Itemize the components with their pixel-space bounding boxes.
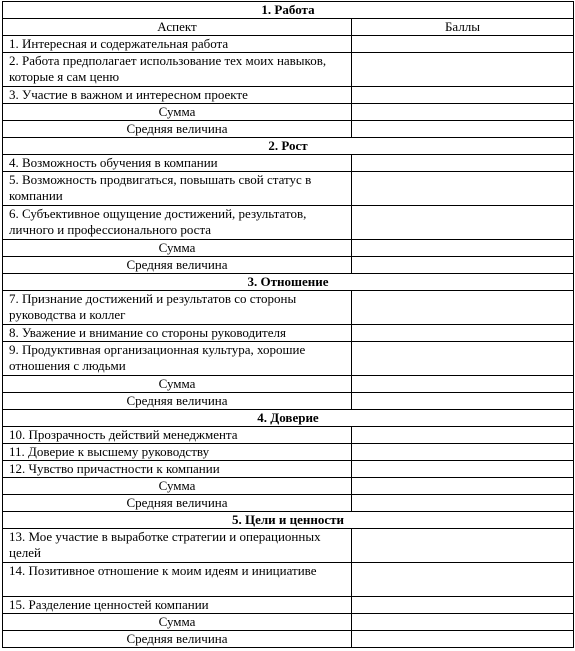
section-header-row [3, 2, 574, 19]
score-cell[interactable] [352, 53, 574, 87]
score-cell[interactable] [352, 87, 574, 104]
average-label: Средняя величина [3, 495, 352, 512]
average-label: Средняя величина [3, 121, 352, 138]
sum-row [3, 478, 574, 495]
aspect-cell: 12. Чувство причастности к компании [3, 461, 352, 478]
sum-label: Сумма [3, 240, 352, 257]
item-row [3, 563, 574, 597]
item-row [3, 342, 574, 376]
section-title: 1. Работа [3, 2, 574, 19]
item-row [3, 529, 574, 563]
column-header-row [3, 19, 574, 36]
sum-score-cell[interactable] [352, 478, 574, 495]
aspect-cell: 2. Работа предполагает использование тех моих навыков, которые я сам ценю [3, 53, 352, 87]
sum-row [3, 104, 574, 121]
average-row [3, 121, 574, 138]
score-column-header: Баллы [352, 19, 574, 36]
item-row [3, 87, 574, 104]
section-title: 5. Цели и ценности [3, 512, 574, 529]
average-label: Средняя величина [3, 393, 352, 410]
score-cell[interactable] [352, 563, 574, 597]
average-row [3, 393, 574, 410]
aspect-cell: 9. Продуктивная организационная культура, хорошие отношения с людьми [3, 342, 352, 376]
section-title: 2. Рост [3, 138, 574, 155]
score-cell[interactable] [352, 325, 574, 342]
score-cell[interactable] [352, 342, 574, 376]
section-header-row [3, 512, 574, 529]
average-score-cell[interactable] [352, 495, 574, 512]
average-score-cell[interactable] [352, 393, 574, 410]
aspect-cell: 1. Интересная и содержательная работа [3, 36, 352, 53]
section-header-row [3, 410, 574, 427]
average-score-cell[interactable] [352, 631, 574, 648]
item-row [3, 53, 574, 87]
item-row [3, 291, 574, 325]
item-row [3, 155, 574, 172]
average-row [3, 257, 574, 274]
score-cell[interactable] [352, 427, 574, 444]
item-row [3, 427, 574, 444]
item-row [3, 444, 574, 461]
item-row [3, 36, 574, 53]
sum-row [3, 614, 574, 631]
score-cell[interactable] [352, 529, 574, 563]
score-cell[interactable] [352, 291, 574, 325]
aspect-cell: 10. Прозрачность действий менеджмента [3, 427, 352, 444]
score-cell[interactable] [352, 36, 574, 53]
item-row [3, 172, 574, 206]
score-cell[interactable] [352, 172, 574, 206]
aspect-cell: 15. Разделение ценностей компании [3, 597, 352, 614]
item-row [3, 597, 574, 614]
average-score-cell[interactable] [352, 121, 574, 138]
aspect-cell: 7. Признание достижений и результатов со стороны руководства и коллег [3, 291, 352, 325]
aspect-cell: 5. Возможность продвигаться, повышать свой статус в компании [3, 172, 352, 206]
item-row [3, 461, 574, 478]
section-title: 3. Отношение [3, 274, 574, 291]
sum-label: Сумма [3, 104, 352, 121]
average-score-cell[interactable] [352, 257, 574, 274]
average-row [3, 631, 574, 648]
aspect-cell: 3. Участие в важном и интересном проекте [3, 87, 352, 104]
aspect-cell: 11. Доверие к высшему руководству [3, 444, 352, 461]
section-header-row [3, 274, 574, 291]
survey-container [2, 1, 574, 648]
sum-row [3, 240, 574, 257]
score-cell[interactable] [352, 444, 574, 461]
sum-score-cell[interactable] [352, 614, 574, 631]
aspect-cell: 4. Возможность обучения в компании [3, 155, 352, 172]
score-cell[interactable] [352, 461, 574, 478]
sum-score-cell[interactable] [352, 104, 574, 121]
item-row [3, 325, 574, 342]
aspect-cell: 14. Позитивное отношение к моим идеям и инициативе [3, 563, 352, 597]
score-cell[interactable] [352, 597, 574, 614]
average-label: Средняя величина [3, 631, 352, 648]
aspect-column-header: Аспект [3, 19, 352, 36]
sum-label: Сумма [3, 478, 352, 495]
score-cell[interactable] [352, 206, 574, 240]
survey-table [2, 1, 574, 648]
sum-row [3, 376, 574, 393]
aspect-cell: 6. Субъективное ощущение достижений, результатов, личного и профессионального роста [3, 206, 352, 240]
sum-score-cell[interactable] [352, 376, 574, 393]
average-label: Средняя величина [3, 257, 352, 274]
sum-label: Сумма [3, 376, 352, 393]
sum-label: Сумма [3, 614, 352, 631]
item-row [3, 206, 574, 240]
aspect-cell: 8. Уважение и внимание со стороны руководителя [3, 325, 352, 342]
score-cell[interactable] [352, 155, 574, 172]
section-title: 4. Доверие [3, 410, 574, 427]
average-row [3, 495, 574, 512]
aspect-cell: 13. Мое участие в выработке стратегии и операционных целей [3, 529, 352, 563]
sum-score-cell[interactable] [352, 240, 574, 257]
section-header-row [3, 138, 574, 155]
